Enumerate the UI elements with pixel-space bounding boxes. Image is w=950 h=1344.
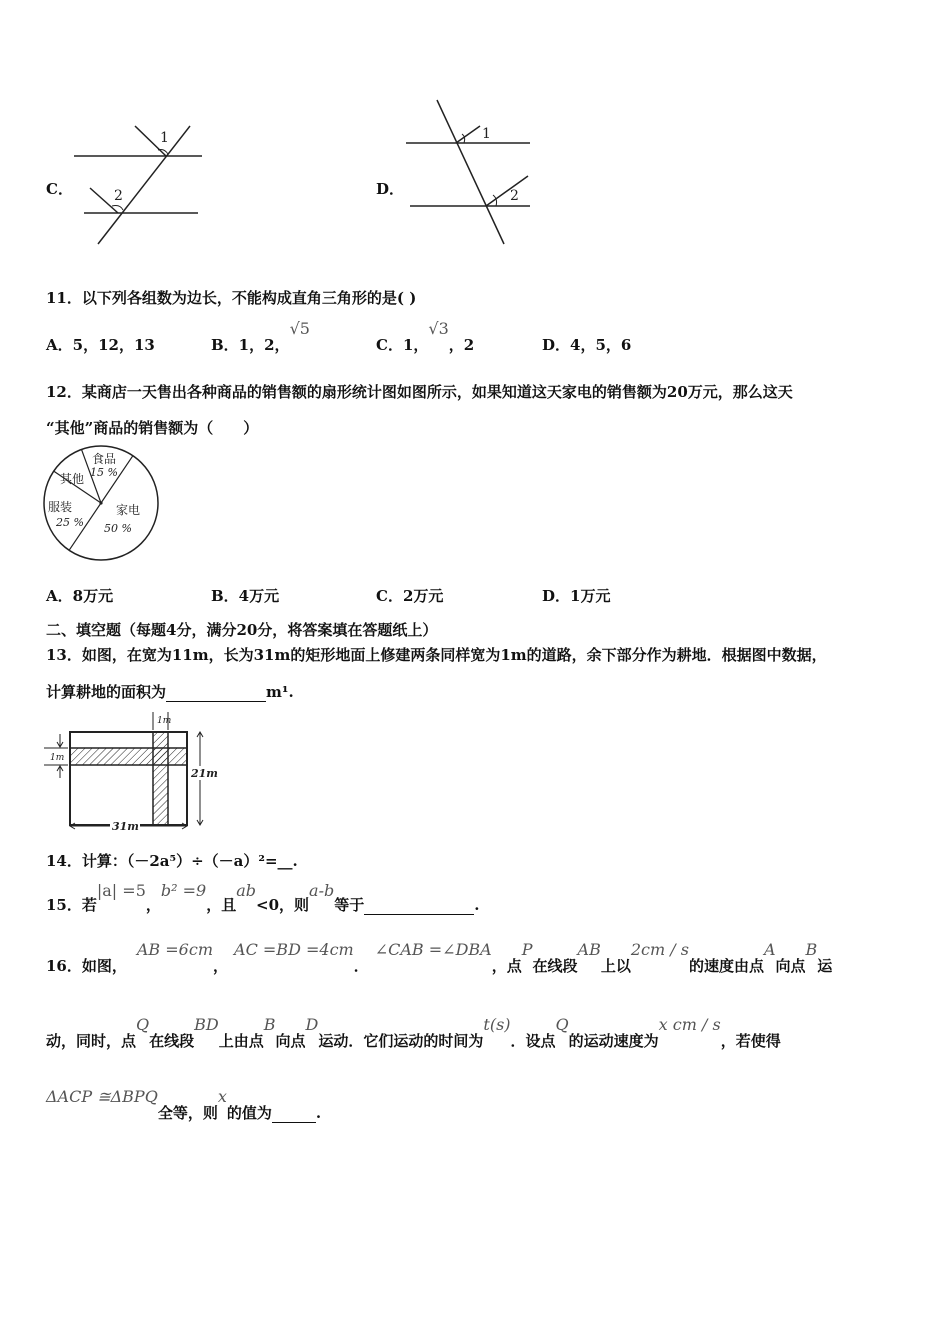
label-left-1m: 1m [50, 753, 65, 763]
q12-stem-line1: 12．某商店一天售出各种商品的销售额的扇形统计图如图所示，如果知道这天家电的销售额为20万元，那么这天 [46, 383, 793, 401]
q14-stem: 14．计算：（－2a⁵）÷（－a）²=__. [46, 852, 298, 870]
angle-1-label: 1 [160, 130, 169, 146]
q13-stem-line1: 13．如图，在宽为11m，长为31m的矩形地面上修建两条同样宽为1m的道路，余下部分作为耕地．根据图中数据， [46, 646, 827, 664]
pie-pct-food: 15 % [90, 466, 118, 479]
q12-option-b: B．4万元 [211, 587, 280, 605]
section-2-heading: 二、填空题（每题4分，满分20分，将答案填在答题纸上） [46, 621, 438, 639]
pie-chart [40, 443, 165, 568]
angle-2-label: 2 [510, 188, 519, 204]
field-diagram [40, 708, 225, 833]
q11-option-d: D．4，5，6 [542, 336, 632, 354]
q16-stem-line2: 动，同时，点Q在线段BD上由点B向点D运动．它们运动的时间为t(s)．设点Q的运动速度为x cm / s，若使得 [46, 1015, 781, 1050]
pie-pct-clothes: 25 % [56, 516, 84, 529]
q13-stem-line2: 计算耕地的面积为 m¹. [46, 683, 294, 701]
pie-label-appliance: 家电 [116, 503, 141, 517]
label-right-21m: 21m [191, 767, 218, 780]
figure-d-parallel-lines [400, 98, 540, 248]
q12-stem-line2: “其他”商品的销售额为（ ） [46, 419, 259, 437]
label-top-1m: 1m [157, 716, 172, 726]
pie-label-clothes: 服装 [48, 500, 73, 514]
q16-stem-line3: ΔACP ≅ΔBPQ全等，则x的值为 . [46, 1087, 322, 1122]
field-rect [70, 732, 187, 825]
q11-option-c: C．1，√3，2 [376, 319, 475, 354]
angle-2-label: 2 [114, 188, 123, 204]
angle-1-label: 1 [482, 126, 491, 142]
option-d-label: D． [376, 180, 405, 198]
label-bottom-31m: 31m [112, 820, 139, 833]
q16-answer-blank[interactable] [272, 1108, 316, 1123]
q16-stem-line1: 16．如图，AB =6cm，AC =BD =4cm．∠CAB =∠DBA，点P在线段AB上以2cm / s的速度由点A向点B运 [46, 940, 833, 975]
pie-label-other: 其他 [60, 472, 85, 486]
q12-option-d: D．1万元 [542, 587, 611, 605]
q13-answer-blank[interactable] [166, 687, 266, 702]
q12-option-c: C．2万元 [376, 587, 444, 605]
option-c-label: C． [46, 180, 73, 198]
vertical-road [153, 732, 168, 825]
q12-option-a: A．8万元 [46, 587, 114, 605]
q11-option-b: B．1，2，√5 [211, 319, 310, 354]
q15-answer-blank[interactable] [364, 900, 474, 915]
pie-label-food: 食品 [92, 452, 117, 466]
q11-option-a: A．5，12，13 [46, 336, 155, 354]
horizontal-road [70, 748, 187, 765]
pie-pct-appliance: 50 % [104, 522, 132, 535]
q15-stem: 15．若|a| =5，b² =9，且ab<0，则a-b等于 . [46, 881, 480, 914]
q11-stem: 11．以下列各组数为边长，不能构成直角三角形的是( ) [46, 289, 417, 307]
figure-c-parallel-lines [70, 120, 210, 250]
